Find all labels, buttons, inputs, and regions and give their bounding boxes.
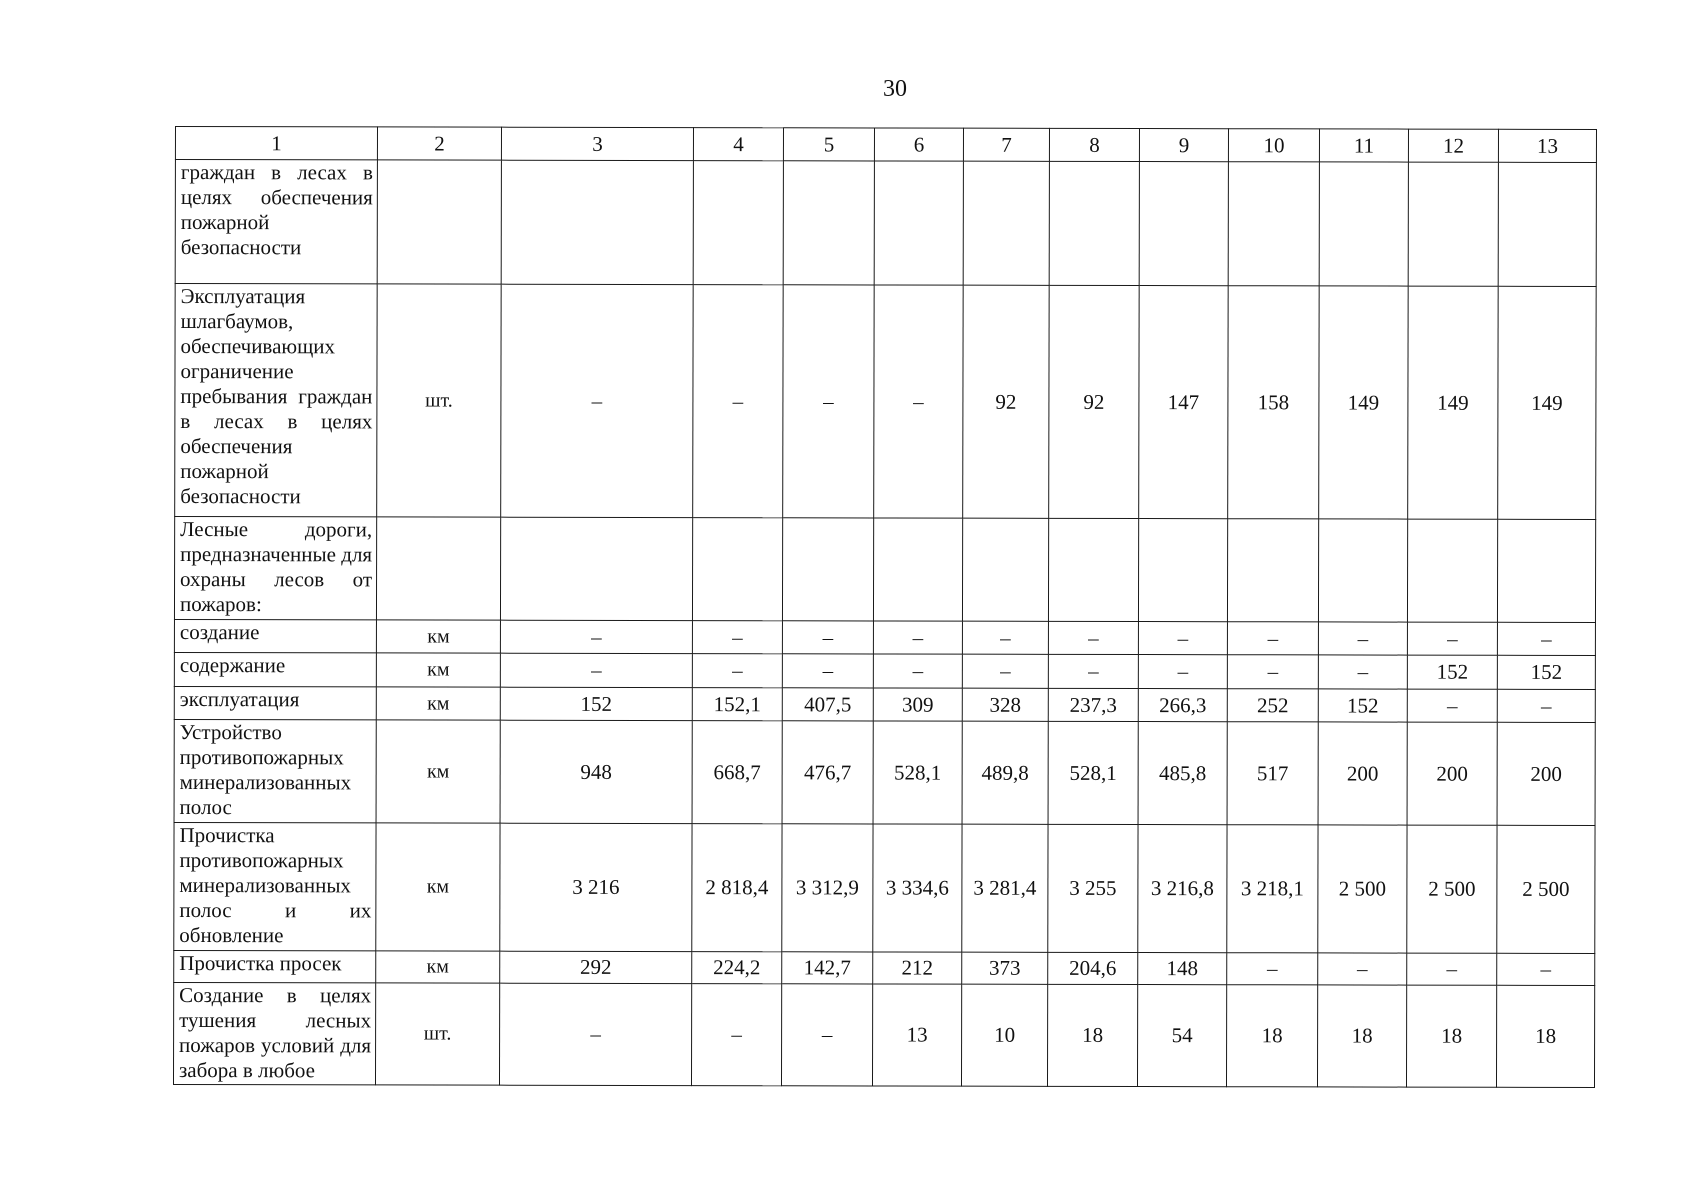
cell-value: 149 <box>1408 286 1498 519</box>
cell-value <box>1228 162 1319 286</box>
row-unit: км <box>376 720 500 823</box>
cell-value: 10 <box>961 984 1047 1086</box>
row-unit <box>377 160 501 284</box>
column-number: 1 <box>175 127 377 160</box>
cell-value: 373 <box>962 952 1048 984</box>
column-number: 10 <box>1228 129 1319 162</box>
cell-value: 149 <box>1498 286 1596 519</box>
row-unit <box>376 517 500 620</box>
cell-value: – <box>1048 621 1138 654</box>
cell-value: – <box>691 984 781 1086</box>
cell-value: – <box>1497 953 1595 985</box>
cell-value: 266,3 <box>1138 689 1227 722</box>
row-name: создание <box>174 619 376 652</box>
cell-value <box>1407 519 1497 622</box>
cell-value: 407,5 <box>782 688 873 721</box>
row-name: Прочистка противопожарных минерализованных полос и их обновление <box>174 822 376 950</box>
cell-value: 485,8 <box>1138 722 1227 825</box>
cell-value: 54 <box>1137 985 1226 1087</box>
cell-value: – <box>1497 689 1595 722</box>
row-unit: км <box>376 823 500 951</box>
cell-value: – <box>1138 655 1227 689</box>
cell-value <box>782 518 873 621</box>
cell-value <box>1497 519 1595 622</box>
cell-value <box>501 160 693 284</box>
cell-value: 948 <box>500 720 692 823</box>
table-row <box>174 619 1595 655</box>
cell-value: 3 216,8 <box>1138 825 1227 953</box>
row-unit: км <box>376 951 500 983</box>
cell-value: 2 818,4 <box>692 824 782 952</box>
cell-value: – <box>962 654 1048 688</box>
cell-value <box>1227 519 1318 622</box>
row-unit: км <box>376 687 500 720</box>
cell-value <box>1319 162 1408 286</box>
cell-value: – <box>692 654 782 688</box>
cell-value: 3 216 <box>500 823 692 951</box>
column-number: 4 <box>693 128 783 161</box>
cell-value <box>962 518 1048 621</box>
cell-value: – <box>1407 953 1497 985</box>
cell-value <box>692 518 782 621</box>
cell-value: 237,3 <box>1048 688 1138 721</box>
row-unit: шт. <box>375 983 499 1085</box>
column-number: 8 <box>1049 128 1139 161</box>
cell-value: 152 <box>1407 655 1497 689</box>
row-unit: шт. <box>377 284 501 517</box>
column-number: 12 <box>1408 129 1498 162</box>
cell-value: – <box>782 621 873 654</box>
cell-value: 152 <box>1318 689 1407 722</box>
cell-value: – <box>692 621 782 654</box>
cell-value <box>1138 519 1227 622</box>
page-number: 30 <box>883 76 907 102</box>
row-name: граждан в лесах в целях обеспечения пожарной безопасности <box>175 160 377 284</box>
cell-value: 200 <box>1318 722 1407 825</box>
cell-value: – <box>1318 622 1407 655</box>
table-row <box>174 652 1595 689</box>
cell-value: 476,7 <box>782 721 873 824</box>
cell-value: 200 <box>1407 722 1497 825</box>
cell-value <box>693 161 783 285</box>
cell-value: – <box>781 984 872 1086</box>
cell-value: 3 218,1 <box>1227 825 1318 953</box>
cell-value: 528,1 <box>1048 721 1138 824</box>
cell-value: – <box>499 983 691 1085</box>
cell-value: – <box>1138 622 1227 655</box>
cell-value: – <box>1497 622 1595 655</box>
row-name: Создание в целях тушения лесных пожаров условий для забора в любое <box>173 982 375 1084</box>
cell-value: – <box>782 654 873 688</box>
cell-value: – <box>1227 622 1318 655</box>
cell-value: 18 <box>1317 985 1406 1087</box>
table-row <box>175 284 1596 520</box>
column-number: 11 <box>1319 129 1408 162</box>
column-number: 3 <box>501 127 693 160</box>
column-number: 9 <box>1139 129 1228 162</box>
cell-value <box>783 161 874 285</box>
cell-value: – <box>501 284 693 517</box>
cell-value: 3 255 <box>1048 824 1138 952</box>
cell-value: 668,7 <box>692 721 782 824</box>
column-number: 7 <box>963 128 1049 161</box>
cell-value: 328 <box>962 688 1048 721</box>
cell-value: 92 <box>963 285 1049 518</box>
cell-value: 148 <box>1138 953 1227 985</box>
row-unit: км <box>376 620 500 653</box>
row-unit: км <box>376 653 500 687</box>
cell-value: 292 <box>500 951 692 983</box>
cell-value: – <box>783 285 874 518</box>
cell-value <box>1049 161 1139 285</box>
cell-value: 204,6 <box>1048 952 1138 984</box>
row-name: Прочистка просек <box>174 950 376 982</box>
cell-value: – <box>874 285 963 518</box>
cell-value: – <box>1407 622 1497 655</box>
row-name: эксплуатация <box>174 686 376 719</box>
cell-value <box>1498 162 1596 286</box>
column-number: 2 <box>377 127 501 160</box>
cell-value: 212 <box>873 952 962 984</box>
cell-value: 18 <box>1047 984 1137 1086</box>
row-name: Лесные дороги, предназначенные для охраны лесов от пожаров: <box>174 517 376 620</box>
row-name: Эксплуатация шлагбаумов, обеспечивающих ограничение пребывания граждан в лесах в целях обеспечения пожарной безопасности <box>175 284 377 517</box>
cell-value: 142,7 <box>782 952 873 984</box>
cell-value: 2 500 <box>1318 825 1407 953</box>
table-row <box>174 950 1595 985</box>
cell-value: – <box>500 653 692 687</box>
table-row <box>174 686 1595 722</box>
cell-value: 309 <box>873 688 962 721</box>
cell-value: 92 <box>1049 285 1139 518</box>
cell-value: – <box>1227 953 1318 985</box>
cell-value <box>1048 518 1138 621</box>
column-number-row <box>175 127 1596 163</box>
cell-value: 489,8 <box>962 721 1048 824</box>
cell-value: – <box>1318 953 1407 985</box>
cell-value: 18 <box>1226 985 1317 1087</box>
table-row <box>173 982 1594 1087</box>
cell-value: 224,2 <box>692 952 782 984</box>
cell-value: – <box>873 654 962 688</box>
cell-value <box>1408 162 1498 286</box>
cell-value: 18 <box>1496 985 1594 1087</box>
cell-value: – <box>1048 654 1138 688</box>
table-row <box>174 719 1595 825</box>
forest-fire-measures-table <box>173 126 1597 1088</box>
cell-value <box>1139 162 1228 286</box>
cell-value <box>1318 519 1407 622</box>
column-number: 13 <box>1498 129 1596 162</box>
cell-value: 517 <box>1227 722 1318 825</box>
cell-value: 3 334,6 <box>873 824 962 952</box>
cell-value: 3 312,9 <box>782 824 873 952</box>
cell-value: – <box>1227 655 1318 689</box>
cell-value: 152,1 <box>692 688 782 721</box>
cell-value: 2 500 <box>1497 825 1595 953</box>
cell-value: – <box>1407 689 1497 722</box>
cell-value: – <box>1318 655 1407 689</box>
table-row <box>174 822 1595 953</box>
cell-value: – <box>873 621 962 654</box>
table-row <box>175 160 1596 287</box>
cell-value: 200 <box>1497 722 1595 825</box>
cell-value: 147 <box>1139 286 1228 519</box>
cell-value: – <box>962 621 1048 654</box>
cell-value: 152 <box>500 687 692 720</box>
cell-value: 13 <box>872 984 961 1086</box>
cell-value: – <box>500 620 692 653</box>
cell-value <box>873 518 962 621</box>
row-name: содержание <box>174 652 376 686</box>
cell-value <box>963 161 1049 285</box>
cell-value: 158 <box>1228 286 1319 519</box>
cell-value: 2 500 <box>1407 825 1497 953</box>
cell-value: 252 <box>1227 689 1318 722</box>
cell-value: 18 <box>1406 985 1496 1087</box>
cell-value: 149 <box>1319 286 1408 519</box>
cell-value: 3 281,4 <box>962 824 1048 952</box>
column-number: 6 <box>874 128 963 161</box>
column-number: 5 <box>783 128 874 161</box>
cell-value: 528,1 <box>873 721 962 824</box>
cell-value <box>874 161 963 285</box>
cell-value <box>500 517 692 620</box>
row-name: Устройство противопожарных минерализованных полос <box>174 719 376 822</box>
cell-value: 152 <box>1497 655 1595 689</box>
table-row <box>174 517 1595 623</box>
cell-value: – <box>693 285 783 518</box>
